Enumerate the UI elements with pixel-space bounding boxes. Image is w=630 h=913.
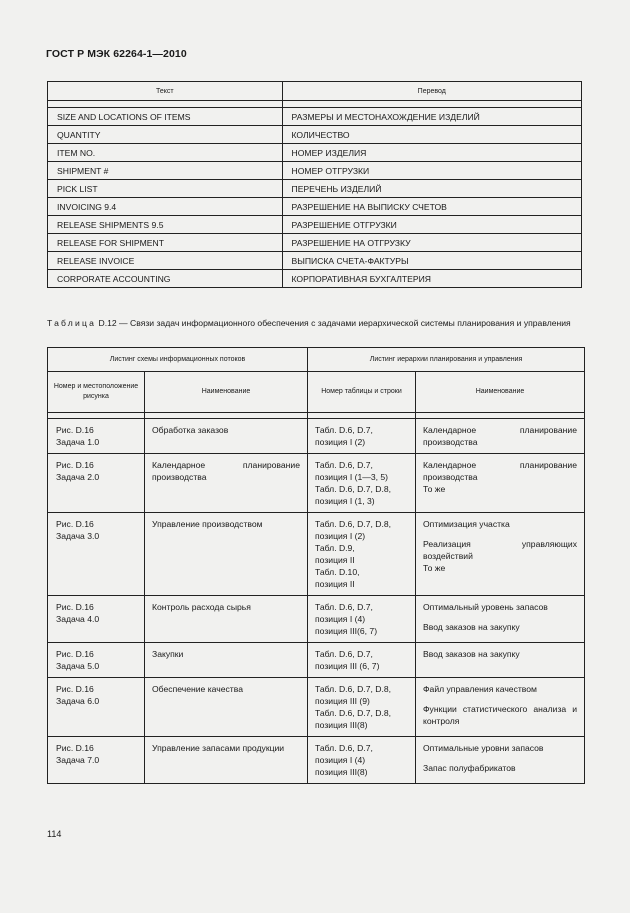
table-ref: позиция I (4) xyxy=(315,755,366,765)
hierarchy-item: Реализация управляющих воздействий xyxy=(423,539,577,561)
table-row xyxy=(48,180,582,198)
table-row xyxy=(48,126,582,144)
table-row xyxy=(48,252,582,270)
figure-cell xyxy=(48,737,145,784)
table-row xyxy=(48,108,582,126)
translation-cell: НОМЕР ИЗДЕЛИЯ xyxy=(282,144,581,162)
column-header-name: Наименование xyxy=(145,372,308,413)
table-rows-cell xyxy=(308,454,416,513)
hierarchy-name-cell xyxy=(416,643,585,678)
table-row xyxy=(48,162,582,180)
figure-cell xyxy=(48,513,145,596)
table-row xyxy=(48,270,582,288)
source-text-cell: RELEASE SHIPMENTS 9.5 xyxy=(48,216,283,234)
table-row xyxy=(48,198,582,216)
hierarchy-item: Ввод заказов на закупку xyxy=(423,622,520,632)
table-rows-cell xyxy=(308,737,416,784)
table-rows-cell xyxy=(308,678,416,737)
task-number: Задача 1.0 xyxy=(56,437,100,447)
task-number: Задача 3.0 xyxy=(56,531,100,541)
figure-ref: Рис. D.16 xyxy=(56,649,94,659)
task-name-cell: Обеспечение качества xyxy=(145,678,308,737)
translation-cell: НОМЕР ОТГРУЗКИ xyxy=(282,162,581,180)
column-header-translation: Перевод xyxy=(282,82,581,101)
figure-ref: Рис. D.16 xyxy=(56,460,94,470)
tasks-links-table xyxy=(47,347,585,784)
table-rows-cell xyxy=(308,596,416,643)
hierarchy-item: Календарное планирование производства xyxy=(423,425,577,447)
table-ref: позиция III(6, 7) xyxy=(315,626,378,636)
table-ref: Табл. D.9, xyxy=(315,543,355,553)
table-ref: Табл. D.10, xyxy=(315,567,360,577)
hierarchy-name-cell xyxy=(416,678,585,737)
table-rows-cell xyxy=(308,643,416,678)
table-row xyxy=(48,678,585,737)
table-row xyxy=(48,643,585,678)
figure-ref: Рис. D.16 xyxy=(56,602,94,612)
table-ref: позиция I (1—3, 5) xyxy=(315,472,389,482)
translation-cell: КОЛИЧЕСТВО xyxy=(282,126,581,144)
table-ref: позиция I (2) xyxy=(315,531,366,541)
hierarchy-name-cell xyxy=(416,454,585,513)
hierarchy-item: Функции статистического анализа и контроля xyxy=(423,704,577,726)
table-rows-cell xyxy=(308,419,416,454)
hierarchy-name-cell xyxy=(416,596,585,643)
hierarchy-item: Оптимальные уровни запасов xyxy=(423,743,544,753)
figure-cell xyxy=(48,643,145,678)
table-rows-cell xyxy=(308,513,416,596)
figure-cell xyxy=(48,678,145,737)
task-name-cell: Обработка заказов xyxy=(145,419,308,454)
figure-ref: Рис. D.16 xyxy=(56,519,94,529)
table-row xyxy=(48,419,585,454)
table-row xyxy=(48,216,582,234)
figure-cell xyxy=(48,454,145,513)
table-ref: позиция II xyxy=(315,555,355,565)
task-number: Задача 6.0 xyxy=(56,696,100,706)
caption-label: Таблица xyxy=(47,318,97,328)
figure-cell xyxy=(48,596,145,643)
hierarchy-item: Запас полуфабрикатов xyxy=(423,763,516,773)
hierarchy-item: Календарное планирование производства xyxy=(423,460,577,482)
table-ref: позиция I (1, 3) xyxy=(315,496,375,506)
task-name-cell: Управление запасами продукции xyxy=(145,737,308,784)
task-number: Задача 4.0 xyxy=(56,614,100,624)
table-ref: Табл. D.6, D.7, xyxy=(315,743,373,753)
source-text-cell: ITEM NO. xyxy=(48,144,283,162)
hierarchy-name-cell xyxy=(416,419,585,454)
figure-cell xyxy=(48,419,145,454)
table-ref: Табл. D.6, D.7, D.8, xyxy=(315,484,392,494)
source-text-cell: INVOICING 9.4 xyxy=(48,198,283,216)
hierarchy-name-cell xyxy=(416,737,585,784)
table-ref: Табл. D.6, D.7, D.8, xyxy=(315,519,392,529)
caption-number: D.12 xyxy=(98,318,117,328)
table-ref: Табл. D.6, D.7, xyxy=(315,460,373,470)
table-ref: позиция II xyxy=(315,579,355,589)
source-text-cell: QUANTITY xyxy=(48,126,283,144)
translation-cell: КОРПОРАТИВНАЯ БУХГАЛТЕРИЯ xyxy=(282,270,581,288)
translation-cell: ВЫПИСКА СЧЕТА-ФАКТУРЫ xyxy=(282,252,581,270)
table-ref: позиция I (4) xyxy=(315,614,366,624)
task-name-cell: Закупки xyxy=(145,643,308,678)
hierarchy-item: Ввод заказов на закупку xyxy=(423,649,520,659)
column-header-table-rows: Номер таблицы и строки xyxy=(308,372,416,413)
column-header-text: Текст xyxy=(48,82,283,101)
group-header-hierarchy: Листинг иерархии планирования и управления xyxy=(308,348,585,372)
translation-cell: ПЕРЕЧЕНЬ ИЗДЕЛИЙ xyxy=(282,180,581,198)
hierarchy-item: Файл управления качеством xyxy=(423,684,537,694)
column-header-figure: Номер и местоположение рисунка xyxy=(48,372,145,413)
figure-ref: Рис. D.16 xyxy=(56,684,94,694)
table-row xyxy=(48,513,585,596)
table-row xyxy=(48,596,585,643)
translation-cell: РАЗРЕШЕНИЕ ОТГРУЗКИ xyxy=(282,216,581,234)
translation-cell: РАЗРЕШЕНИЕ НА ОТГРУЗКУ xyxy=(282,234,581,252)
table-ref: Табл. D.6, D.7, D.8, xyxy=(315,684,392,694)
translation-cell: РАЗМЕРЫ И МЕСТОНАХОЖДЕНИЕ ИЗДЕЛИЙ xyxy=(282,108,581,126)
table-ref: позиция III (6, 7) xyxy=(315,661,380,671)
table-row xyxy=(48,454,585,513)
table-ref: позиция III(8) xyxy=(315,720,368,730)
table-ref: позиция III (9) xyxy=(315,696,370,706)
table-ref: позиция III(8) xyxy=(315,767,368,777)
translation-cell: РАЗРЕШЕНИЕ НА ВЫПИСКУ СЧЕТОВ xyxy=(282,198,581,216)
translation-table xyxy=(47,81,582,288)
table-ref: Табл. D.6, D.7, D.8, xyxy=(315,708,392,718)
source-text-cell: PICK LIST xyxy=(48,180,283,198)
table-ref: Табл. D.6, D.7, xyxy=(315,649,373,659)
hierarchy-name-cell xyxy=(416,513,585,596)
source-text-cell: RELEASE FOR SHIPMENT xyxy=(48,234,283,252)
table-row xyxy=(48,737,585,784)
hierarchy-item: Оптимизация участка xyxy=(423,519,510,529)
source-text-cell: SHIPMENT # xyxy=(48,162,283,180)
source-text-cell: CORPORATE ACCOUNTING xyxy=(48,270,283,288)
figure-ref: Рис. D.16 xyxy=(56,743,94,753)
source-text-cell: SIZE AND LOCATIONS OF ITEMS xyxy=(48,108,283,126)
task-name-cell: Управление производством xyxy=(145,513,308,596)
table-ref: Табл. D.6, D.7, xyxy=(315,425,373,435)
task-name-cell: Календарное планирование производства xyxy=(145,454,308,513)
table-ref: позиция I (2) xyxy=(315,437,366,447)
column-header-hierarchy-name: Наименование xyxy=(416,372,585,413)
task-number: Задача 2.0 xyxy=(56,472,100,482)
task-name-cell: Контроль расхода сырья xyxy=(145,596,308,643)
group-header-information-flows: Листинг схемы информационных потоков xyxy=(48,348,308,372)
standard-title: ГОСТ Р МЭК 62264-1—2010 xyxy=(46,48,187,60)
table-ref: Табл. D.6, D.7, xyxy=(315,602,373,612)
page-number: 114 xyxy=(47,829,62,839)
table-row xyxy=(48,144,582,162)
figure-ref: Рис. D.16 xyxy=(56,425,94,435)
task-number: Задача 7.0 xyxy=(56,755,100,765)
hierarchy-item: Оптимальный уровень запасов xyxy=(423,602,548,612)
table-caption xyxy=(47,317,583,330)
caption-dash: — xyxy=(119,318,128,328)
source-text-cell: RELEASE INVOICE xyxy=(48,252,283,270)
hierarchy-item: То же xyxy=(423,563,446,573)
hierarchy-item: То же xyxy=(423,484,446,494)
caption-text: Связи задач информационного обеспечения с задачами иерархической системы планирования и управления xyxy=(130,318,571,328)
table-row xyxy=(48,234,582,252)
task-number: Задача 5.0 xyxy=(56,661,100,671)
